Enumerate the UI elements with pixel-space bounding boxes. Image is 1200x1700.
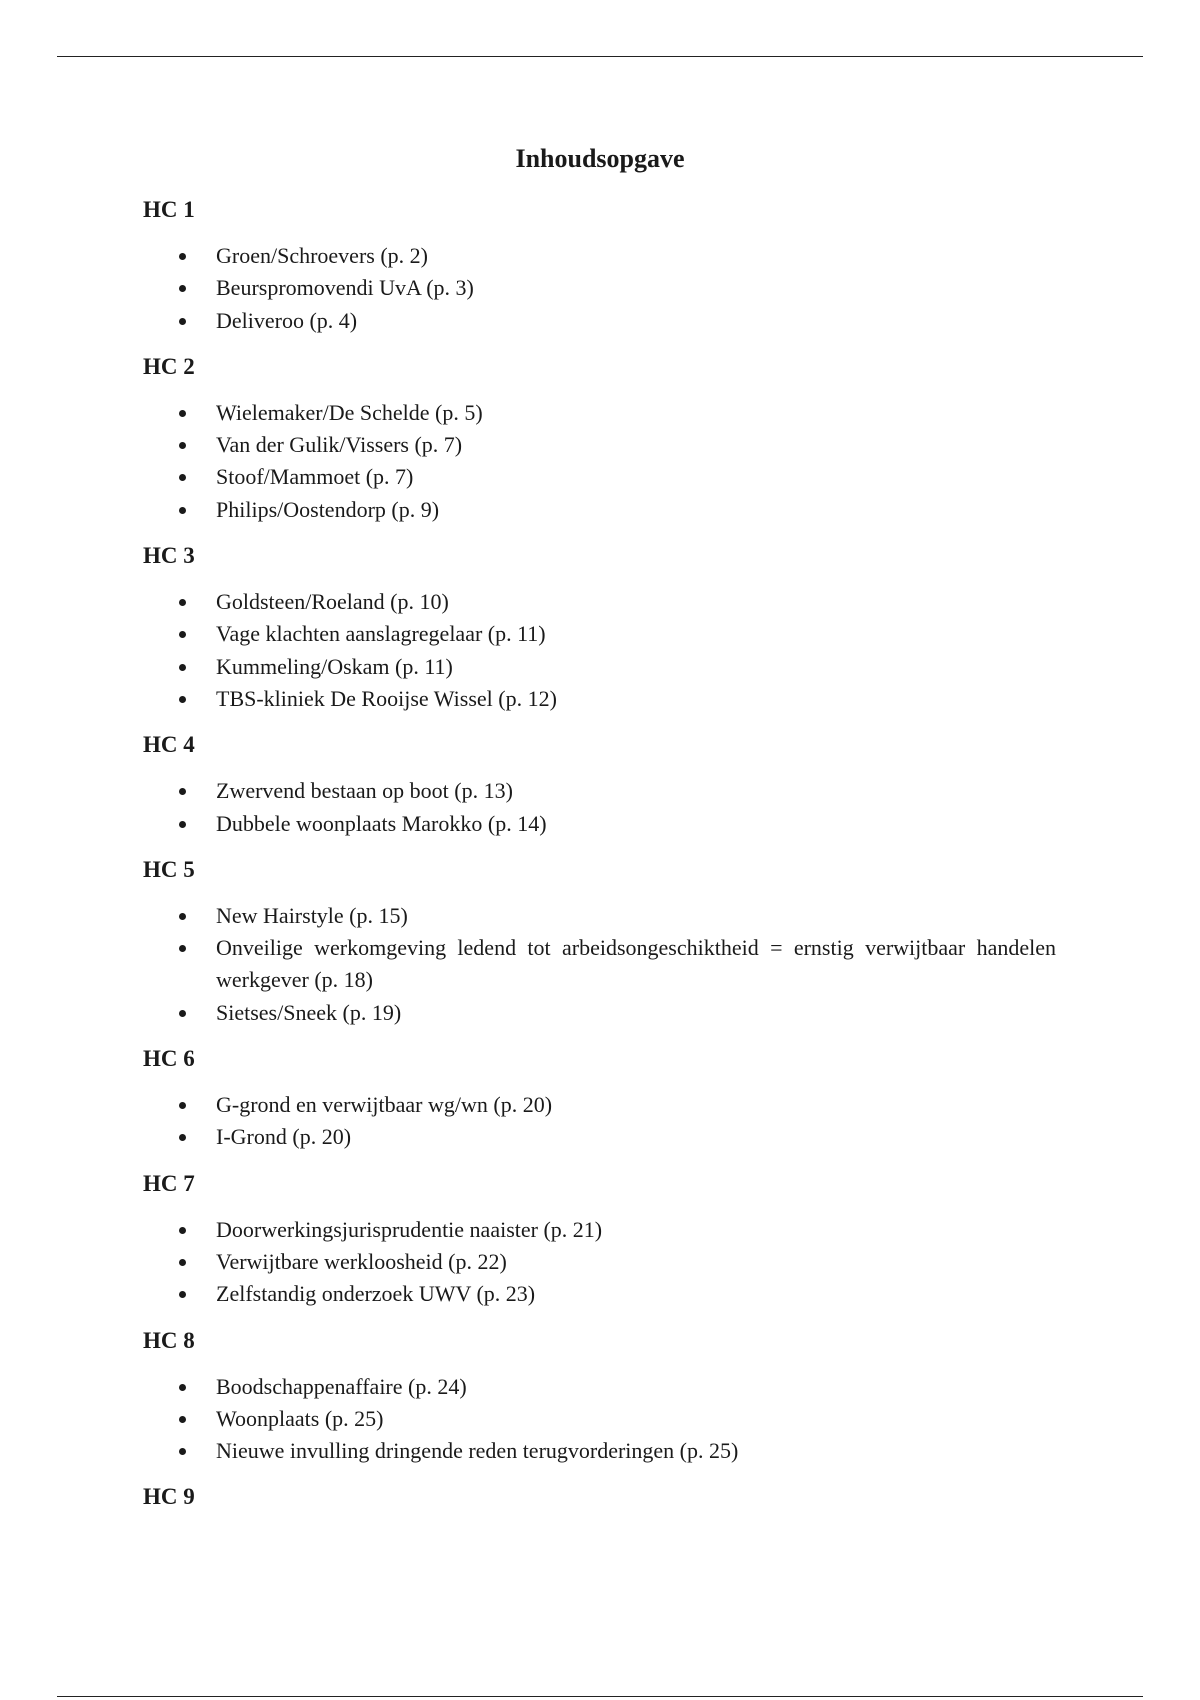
bullet-icon	[179, 788, 186, 795]
list-item	[143, 1121, 1056, 1153]
section-item-list	[143, 1214, 1056, 1311]
list-item-text: Vage klachten aanslagregelaar (p. 11)	[216, 621, 546, 647]
list-item	[143, 900, 1056, 932]
page-title: Inhoudsopgave	[515, 144, 685, 173]
bullet-icon	[179, 696, 186, 703]
section-item-list	[143, 586, 1056, 715]
list-item	[143, 1403, 1056, 1435]
list-item-text: New Hairstyle (p. 15)	[216, 902, 408, 928]
section-heading: HC 7	[143, 1170, 195, 1196]
list-item-text: Nieuwe invulling dringende reden terugvorderingen (p. 25)	[216, 1438, 739, 1464]
section-heading: HC 2	[143, 353, 195, 379]
list-item-text: Goldsteen/Roeland (p. 10)	[216, 589, 449, 615]
section-item-list	[143, 900, 1056, 1029]
list-item-text: Doorwerkingsjurisprudentie naaister (p. 21)	[216, 1216, 603, 1242]
list-item-text: Groen/Schroevers (p. 2)	[216, 243, 428, 268]
bullet-icon	[179, 474, 186, 481]
section-heading: HC 5	[143, 856, 195, 882]
list-item-text: Deliveroo (p. 4)	[216, 307, 358, 333]
list-item	[143, 305, 1056, 337]
bullet-icon	[179, 631, 186, 638]
bullet-icon	[179, 442, 186, 449]
list-item-text: Sietses/Sneek (p. 19)	[216, 999, 402, 1025]
list-item	[143, 1246, 1056, 1278]
list-item-text: Woonplaats (p. 25)	[216, 1405, 384, 1431]
bullet-icon	[179, 599, 186, 606]
bullet-icon	[179, 1102, 186, 1109]
bullet-icon	[179, 1259, 186, 1266]
list-item-text: Dubbele woonplaats Marokko (p. 14)	[216, 810, 547, 836]
list-item-text: Beurspromovendi UvA (p. 3)	[216, 275, 474, 301]
list-item	[143, 1435, 1056, 1467]
list-item-text: TBS-kliniek De Rooijse Wissel (p. 12)	[216, 685, 557, 711]
list-item	[143, 932, 1056, 997]
list-item-text: Verwijtbare werkloosheid (p. 22)	[216, 1248, 507, 1274]
section-heading: HC 8	[143, 1327, 195, 1353]
section-heading: HC 4	[143, 732, 195, 758]
bullet-icon	[179, 913, 186, 920]
section-heading: HC 9	[143, 1484, 195, 1510]
bullet-icon	[179, 1227, 186, 1234]
bullet-icon	[179, 1134, 186, 1141]
list-item-text: Onveilige werkomgeving ledend tot arbeidsongeschiktheid = ernstig verwijtbaar handelen werkgever (p. 18)	[216, 935, 1056, 993]
list-item	[143, 1214, 1056, 1246]
bullet-icon	[179, 285, 186, 292]
list-item-text: I-Grond (p. 20)	[216, 1124, 352, 1150]
footer-rule	[57, 1696, 1143, 1697]
list-item	[143, 461, 1056, 493]
bullet-icon	[179, 664, 186, 671]
list-item	[143, 651, 1056, 683]
list-item-text: Zelfstandig onderzoek UWV (p. 23)	[216, 1281, 536, 1307]
list-item	[143, 775, 1056, 807]
list-item	[143, 397, 1056, 429]
list-item	[143, 1089, 1056, 1121]
bullet-icon	[179, 507, 186, 514]
list-item	[143, 240, 1056, 272]
bullet-icon	[179, 1416, 186, 1423]
list-item-text: Stoof/Mammoet (p. 7)	[216, 464, 414, 490]
list-item-text: G-grond en verwijtbaar wg/wn (p. 20)	[216, 1092, 553, 1118]
bullet-icon	[179, 318, 186, 325]
bullet-icon	[179, 945, 186, 952]
section-item-list	[143, 397, 1056, 526]
bullet-icon	[179, 1010, 186, 1017]
header-rule	[57, 56, 1143, 57]
section-item-list	[143, 1089, 1056, 1154]
list-item	[143, 586, 1056, 618]
list-item	[143, 808, 1056, 840]
bullet-icon	[179, 1291, 186, 1298]
list-item	[143, 494, 1056, 526]
list-item-text: Boodschappenaffaire (p. 24)	[216, 1373, 467, 1399]
list-item-text: Wielemaker/De Schelde (p. 5)	[216, 399, 483, 425]
list-item	[143, 1371, 1056, 1403]
section-item-list	[143, 1371, 1056, 1468]
list-item	[143, 683, 1056, 715]
section-heading: HC 1	[143, 197, 195, 222]
list-item-text: Kummeling/Oskam (p. 11)	[216, 653, 453, 679]
list-item	[143, 272, 1056, 304]
list-item-text: Zwervend bestaan op boot (p. 13)	[216, 778, 513, 804]
section-heading: HC 3	[143, 543, 195, 569]
list-item	[143, 1278, 1056, 1310]
bullet-icon	[179, 410, 186, 417]
table-of-contents	[143, 196, 1056, 1527]
list-item-text: Philips/Oostendorp (p. 9)	[216, 496, 440, 522]
section-item-list	[143, 240, 1056, 337]
list-item-text: Van der Gulik/Vissers (p. 7)	[216, 432, 463, 458]
section-item-list	[143, 775, 1056, 840]
bullet-icon	[179, 1384, 186, 1391]
list-item	[143, 429, 1056, 461]
bullet-icon	[179, 821, 186, 828]
list-item	[143, 618, 1056, 650]
bullet-icon	[179, 253, 186, 260]
list-item	[143, 997, 1056, 1029]
bullet-icon	[179, 1448, 186, 1455]
section-heading: HC 6	[143, 1046, 195, 1072]
